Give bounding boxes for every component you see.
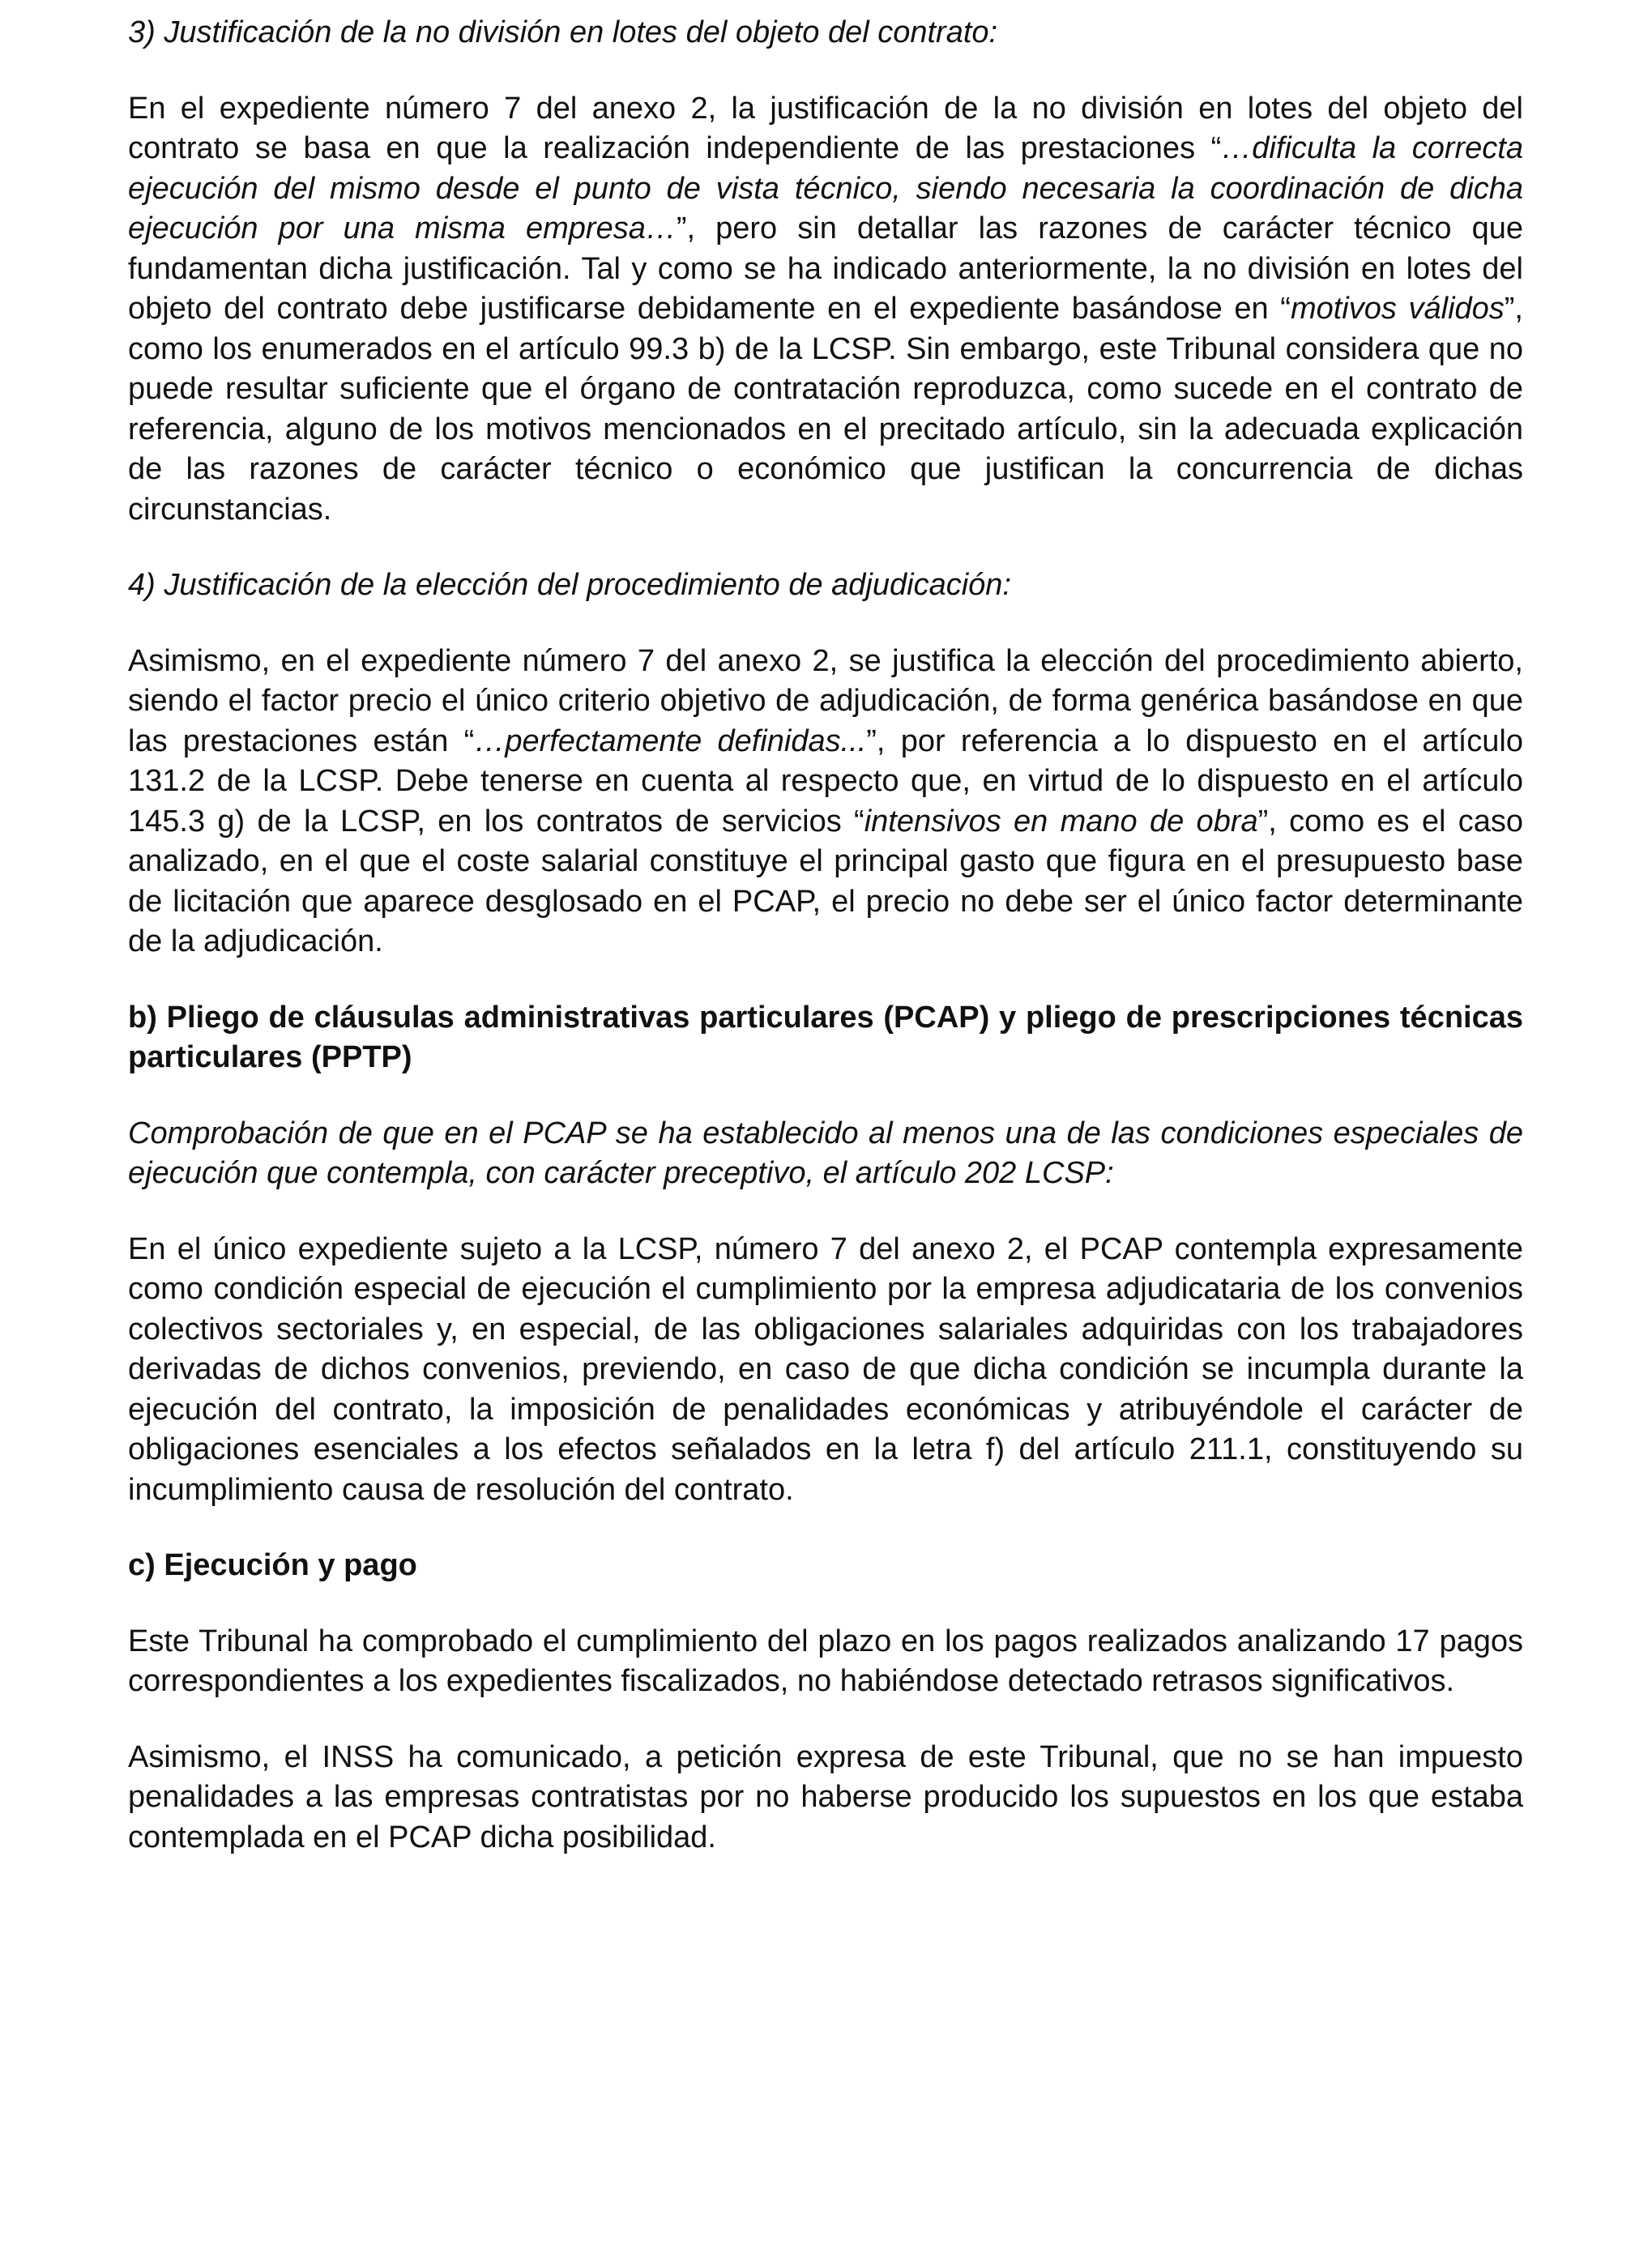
text-span: ”, como los enumerados en el artículo 99.3 b) de la LCSP. Sin embargo, este Tribunal considera que no puede resultar suficiente que el órgano de contratación reproduzca, como sucede en el contrato de referencia, alguno de los motivos mencionados en el precitado artículo, sin la adecuada explicación de las razones de carácter técnico o económico que justifican la concurrencia de dichas circunstancias.	[128, 292, 1523, 527]
text-span: En el expediente número 7 del anexo 2, la justificación de la no división en lotes del objeto del contrato se basa en que la realización independiente de las prestaciones “	[128, 91, 1523, 165]
paragraph-pagos: Este Tribunal ha comprobado el cumplimiento del plazo en los pagos realizados analizando 17 pagos correspondientes a los expedientes fiscalizados, no habiéndose detectado retrasos significativos.	[128, 1624, 1523, 1698]
text-span: ”, como es el caso analizado, en el que el coste salarial constituye el principal gasto que figura en el presupuesto base de licitación que aparece desglosado en el PCAP, el precio no debe ser el único factor determinante de la adjudicación.	[128, 804, 1524, 958]
paragraph-procedimiento	[128, 642, 1523, 962]
quoted-text: motivos válidos	[1290, 292, 1505, 326]
paragraph-pcap: En el único expediente sujeto a la LCSP, número 7 del anexo 2, el PCAP contempla expresamente como condición especial de ejecución el cumplimiento por la empresa adjudicataria de los convenios colectivos sectoriales y, en especial, de las obligaciones salariales adquiridas con los trabajadores derivadas de dichos convenios, previendo, en caso de que dicha condición se incumpla durante la ejecución del contrato, la imposición de penalidades económicas y atribuyéndole el carácter de obligaciones esenciales a los efectos señalados en la letra f) del artículo 211.1, constituyendo su incumplimiento causa de resolución del contrato.	[128, 1231, 1523, 1507]
text-span: ”, por referencia a lo dispuesto en el artículo 131.2 de la LCSP. Debe tenerse en cuenta al respecto que, en virtud de lo dispuesto en el artículo 145.3 g) de la LCSP, en los contratos de servicios “	[128, 723, 1523, 839]
section-heading-3: 3) Justificación de la no división en lotes del objeto del contrato:	[128, 15, 998, 49]
section-heading-c: c) Ejecución y pago	[128, 1548, 417, 1582]
text-span: Asimismo, en el expediente número 7 del anexo 2, se justifica la elección del procedimiento abierto, siendo el factor precio el único criterio objetivo de adjudicación, de forma genérica basándose en que las prestaciones están “	[128, 643, 1523, 758]
paragraph-lotes	[128, 89, 1523, 531]
document-page	[128, 13, 1523, 1893]
paragraph-penalidades: Asimismo, el INSS ha comunicado, a petición expresa de este Tribunal, que no se han impuesto penalidades a las empresas contratistas por no haberse producido los supuestos en los que estaba contemplada en el PCAP dicha posibilidad.	[128, 1739, 1523, 1854]
paragraph-comprobacion: Comprobación de que en el PCAP se ha establecido al menos una de las condiciones especiales de ejecución que contempla, con carácter preceptivo, el artículo 202 LCSP:	[128, 1116, 1523, 1190]
text-span: ”, pero sin detallar las razones de carácter técnico que fundamentan dicha justificación. Tal y como se ha indicado anteriormente, la no división en lotes del objeto del contrato debe justificarse debidamente en el expediente basándose en “	[128, 211, 1523, 326]
quoted-text: …perfectamente definidas...	[474, 723, 867, 758]
section-heading-b: b) Pliego de cláusulas administrativas particulares (PCAP) y pliego de prescripciones técnicas particulares (PPTP)	[128, 1000, 1523, 1074]
quoted-text: intensivos en mano de obra	[864, 804, 1258, 839]
quoted-text: …dificulta la correcta ejecución del mismo desde el punto de vista técnico, siendo necesaria la coordinación de dicha ejecución por una misma empresa…	[128, 131, 1523, 245]
section-heading-4: 4) Justificación de la elección del procedimiento de adjudicación:	[128, 568, 1011, 602]
